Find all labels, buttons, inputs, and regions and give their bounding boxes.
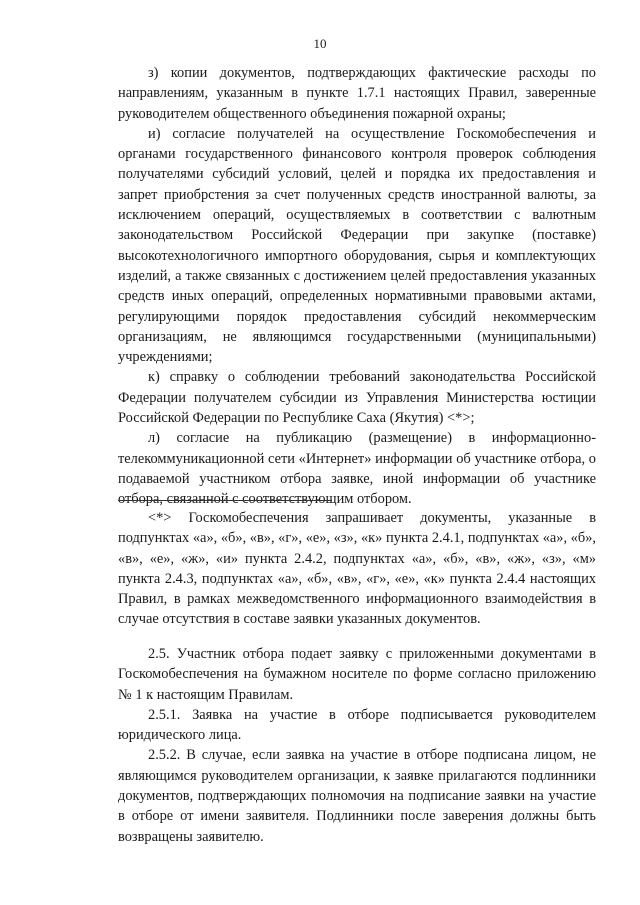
paragraph-2-5-1: 2.5.1. Заявка на участие в отборе подписывается руководителем юридического лица. [118, 706, 596, 744]
footnote-block [118, 508, 596, 630]
paragraph-2-5-2: 2.5.2. В случае, если заявка на участие в отборе подписана лицом, не являющимся руководителем организации, к заявке прилагаются подлинники документов, подтверждающих полномочия на подписание заявки на участие в отборе от имени заявителя. Подлинники после заверения должны быть возвращены заявителю. [118, 747, 596, 845]
footnote-separator [118, 500, 332, 501]
page-number: 10 [313, 36, 327, 51]
section-2-5-block [118, 644, 596, 847]
paragraph-2-5: 2.5. Участник отбора подает заявку с приложенными документами в Госкомобеспечения на бумажном носителе по форме согласно приложению № 1 к настоящим Правилам. [118, 646, 596, 703]
paragraph-k: к) справку о соблюдении требований законодательства Российской Федерации получателем субсидии из Управления Министерства юстиции Российской Федерации по Республике Саха (Якутия) <*>; [118, 369, 596, 427]
paragraph-z: з) копии документов, подтверждающих фактические расходы по направлениям, указанным в пункте 1.7.1 настоящих Правил, заверенные руководителем общественного объединения пожарной охраны; [118, 65, 596, 122]
paragraph-i: и) согласие получателей на осуществление Госкомобеспечения и органами государственного финансового контроля проверок соблюдения получателями субсидий условий, целей и порядка их предоставления и запрет приобрстения за счет полученных средств иностранной валюты, за исключением операций, осуществляемых в соответствии с валютным законодательством Российской Федерации при закупке (поставке) высокотехнологичного импортного оборудования, сырья и комплектующих изделий, а также связанных с достижением целей предоставления указанных средств иных операций, определенных нормативными правовыми актами, регулирующими порядок предоставления субсидий некоммерческим организациям, не являющимся государственными (муниципальными) учреждениями; [118, 125, 596, 366]
footnote-text: <*> Госкомобеспечения запрашивает документы, указанные в подпунктах «а», «б», «в», «г», «е», «з», «к» пункта 2.4.1, подпунктах «а», «б», «в», «е», «ж», «и» пункта 2.4.2, подпунктах «а», «б», «в», «ж», «з», «м» пункта 2.4.3, подпунктах «а», «б», «в», «г», «е», «к» пункта 2.4.4 настоящих Правил, в рамках межведомственного информационного взаимодействия в случае отсутствия в составе заявки указанных документов. [118, 510, 596, 628]
paragraph-l: л) согласие на публикацию (размещение) в информационно-телекоммуникационной сети «Интернет» информации об участнике отбора, о подаваемой участником отбора заявке, иной информации об участнике отбора, связанной с соответствующим отбором. [118, 430, 596, 508]
main-text-block [118, 63, 596, 510]
